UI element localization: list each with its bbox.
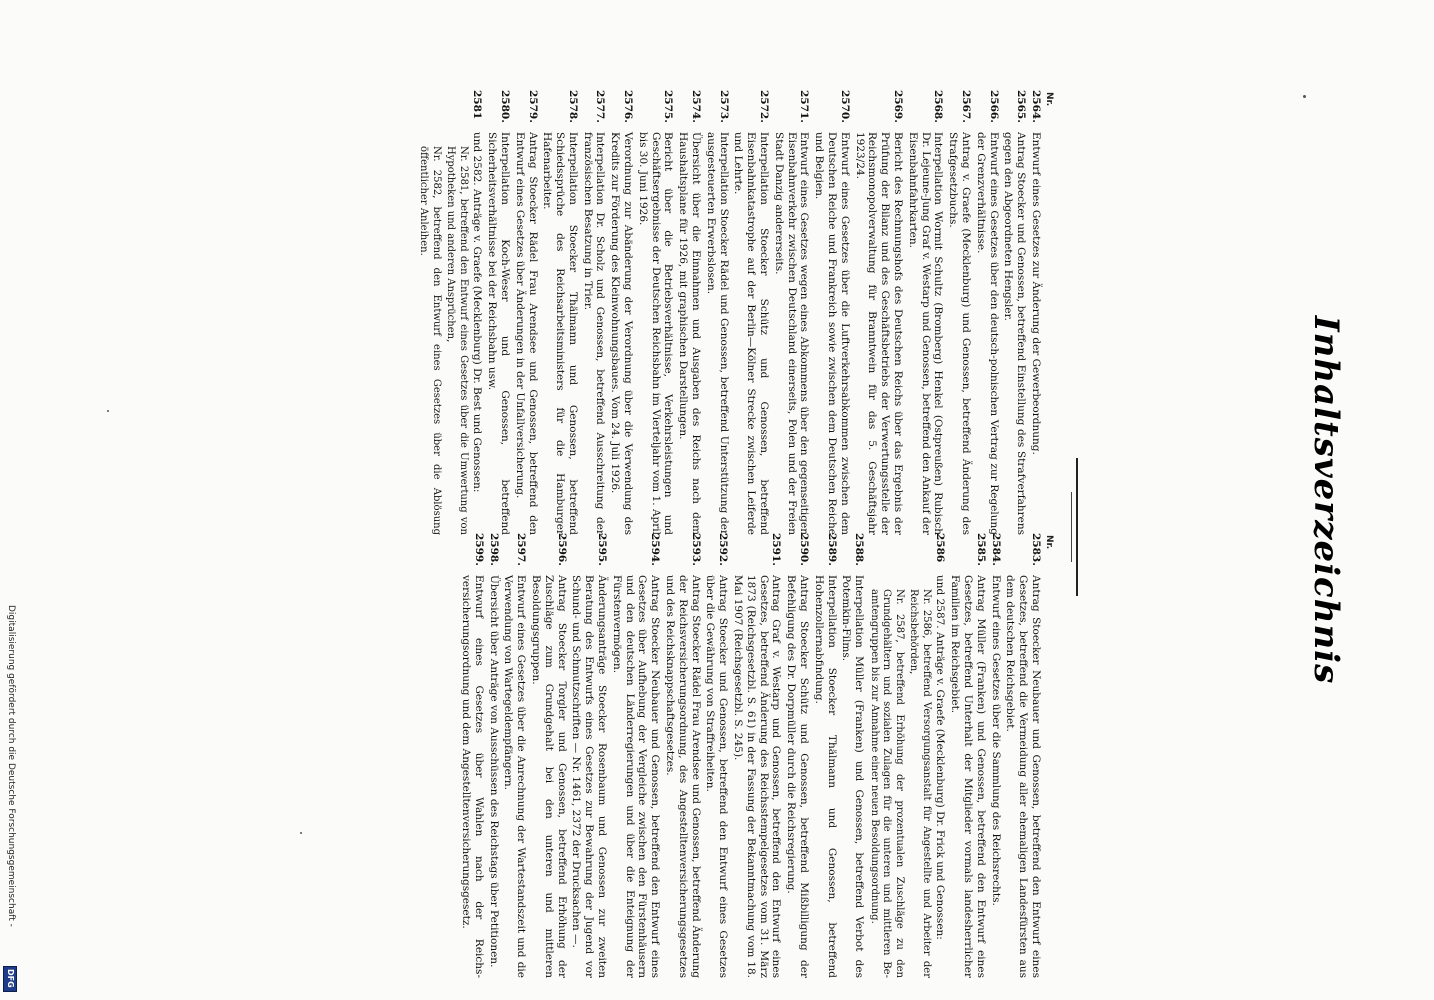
toc-entry-number: 2584. [989,533,1002,566]
toc-entry-text: Nr. 2582, betreffend den Entwurf eines Gesetzes über die Ablösung öffentlicher Anleihen. [418,146,442,535]
column-header-nr: Nr. [1044,92,1054,107]
toc-entry-text: Interpellation Müller (Franken) und Genossen, betreffend Verbot des Potemkin-Films. [840,575,866,978]
toc-entry [1029,90,1042,535]
toc-entry-number: 2589. [825,533,838,566]
toc-entry [704,90,730,535]
toc-entry [676,90,702,535]
toc-entry [784,533,810,978]
toc-entry-number: 2599. [472,533,485,566]
toc-entry [772,90,810,535]
toc-entry-text: Entwurf eines Gesetzes wegen eines Abkommens über den gegenseitigen Eisenbahnverkehr zwischen Deutschland einerseits, Polen und der Freien Stadt Danzig andererseits. [772,132,811,535]
toc-entry-number: 2570. [838,90,851,123]
toc-entry-number: 2581 [471,90,484,120]
toc-entry-text: Antrag Stoecker Neubauer und Genossen, betreffend den Entwurf eines Gesetzes über Aufhebung der Vergleiche zwischen den Fürstenhäusern und den deutschen Länderregierungen und über die Enteignung der Fürstenvermögen. [610,575,662,978]
title-rule [1076,458,1078,596]
toc-entry-text: Nr. 2581, betreffend den Entwurf eines Gesetzes über die Umwertung von Hypotheken und anderen Ansprüchen, [445,146,469,535]
dfg-logo-text: DFG [6,969,15,988]
toc-entry [840,533,866,978]
toc-entry-number: 2592. [717,533,730,566]
toc-entry-text: Nr. 2587, betreffend Erhöhung der prozentualen Zuschläge zu den Grundgehältern und sozialen Zulagen für die unteren und mittleren Beamtengruppen bis zur Annahme einer neuen Besoldungsordnung. [868,589,905,978]
toc-entry-number: 2577. [594,90,607,123]
toc-entry [610,533,661,978]
toc-entry-text: Antrag Stoecker Schütz und Genossen, betreffend Mißbilligung der Befehligung des Dr. Dorpmüller durch die Reichsregierung. [785,575,810,978]
toc-entry [636,90,674,535]
page-title: Inhaltsverzeichnis [1306,315,1346,685]
toc-entry [946,90,972,535]
toc-entry-number: 2591. [770,533,783,566]
toc-entry-number: 2569. [892,90,905,123]
toc-entry [471,90,484,535]
toc-entry [417,90,442,535]
toc-entry [853,90,904,535]
toc-entry-number: 2597. [515,533,528,566]
toc-entry-text: Übersicht über die Einnahmen und Ausgaben des Reichs nach dem Haushaltsplane für 1926, mit graphischen Darstellungen. [677,132,703,535]
toc-entry-number: 2588. [853,533,866,566]
toc-entry-text: Nr. 2586, betreffend Versorgungsanstalt für Angestellte und Arbeiter der Reichsbehörden, [908,589,932,978]
dfg-logo [3,966,17,992]
toc-column-left [415,90,1054,535]
toc-entry-text: Antrag Stoecker und Genossen, betreffend den Entwurf eines Gesetzes über die Gewährung von Straffreiheiten. [704,575,730,978]
toc-entry [974,90,1000,535]
toc-entry-text: Interpellation Stoecker Schütz und Genossen, betreffend Eisenbahnkatastrophe auf der Berlin—Kölner Strecke zwischen Leiferde und Lehrte. [732,132,771,535]
toc-entry [812,533,838,978]
toc-entry-number: 2574. [690,90,703,123]
toc-entry-number: 2564. [1030,90,1042,123]
toc-entry-number: 2585. [974,533,987,566]
toc-entry-number: 2595. [595,533,608,566]
toc-entry-text: Interpellation Koch-Weser und Genossen, betreffend Sicherheitsverhältnisse bei der Reichsbahn usw. [486,132,511,535]
toc-entry-text: Entwurf eines Gesetzes über die Luftverkehrsabkommen zwischen dem Deutschen Reiche und Frankreich sowie zwischen dem Deutschen Reiche und Belgien. [813,132,851,535]
toc-entry [934,533,947,978]
toc-entry-text: Interpellation Stoecker Thälmann und Genossen, betreffend Schiedssprüche des Reichsarbeitsministers für die Hamburger Hafenarbeiter. [541,132,579,535]
toc-entry-text: Bericht des Rechnungshofs des Deutschen Reichs über das Ergebnis der Prüfung der Bilanz und des Geschäftsbetriebs der Verwertungsstelle der Reichsmonopolverwaltung für Branntwein für das 5. Geschäftsjahr 1923/24. [853,132,905,535]
toc-entry-text: Antrag Stoecker Torgler und Genossen, betreffend Erhöhung der Zuschläge zum Grundgehalt bei den unteren und mittleren Besoldungsgruppen. [530,575,568,978]
toc-entry-number: 2571. [798,90,811,123]
column-header-nr: Nr. [1044,535,1054,550]
toc-entry-number: 2598. [487,533,500,566]
toc-entry-number: 2572. [758,90,771,123]
toc-entry [948,533,986,978]
toc-entry-text: Entwurf eines Gesetzes über die Anrechnung der Wartestandszeit und die Verwendung von Wartegeldempfängern. [502,575,528,978]
toc-entry-number: 2586 [934,533,947,563]
toc-entry-text: Änderungsanträge Stoecker Rosenbaum und Genossen zur zweiten Beratung des Entwurfs eines Gesetzes zur Bewahrung der Jugend vor Schund- und Schmutzschriften — Nr. 1461, 2372 der Drucksachen —. [570,575,608,978]
toc-entry-text: Entwurf eines Gesetzes über die Sammlung des Reichsrechts. [989,575,1002,906]
toc-entry-text: Antrag Graf v. Westarp und Genossen, betreffend den Entwurf eines Gesetzes, betreffend Änderung des Reichsstempelgesetzes vom 31. März 1873 (Reichsgesetzbl. S. 61) in der Fassung der Bekanntmachung vom 18. Mai 1907 (Reichsgesetzbl. S. 245). [731,575,783,978]
title-rule-short [1071,492,1072,562]
toc-entry [906,90,944,535]
toc-entry-text: Interpellation Wormit Schultz (Bromberg) Henkel (Ostpreußen) Rubisch Dr. Lejeune-Jung Graf v. Westarp und Genossen, betreffend den Ankauf der Eisenbahnfahrkarten. [906,132,945,535]
toc-entry [663,533,701,978]
toc-entry [485,90,511,535]
funding-note-text: Digitalisierung gefördert durch die Deutsche Forschungsgemeinschaft - [6,605,16,927]
toc-entry-text: und 2587. Anträge v. Graefe (Mecklenburg) Dr. Frick und Genossen: [934,575,947,940]
toc-entry-text: Interpellation Dr. Scholz und Genossen, betreffend Ausschreitung der französischen Besatzung in Trier. [581,132,607,535]
toc-entry-number: 2567. [960,90,973,123]
toc-entry [459,533,485,978]
toc-entry-text: Verordnung zur Abänderung der Verordnung über die Verwendung des Kredits zur Förderung des Kleinwohnungsbaues. Vom 24. Juli 1926. [609,132,635,535]
toc-entry [731,533,782,978]
scan-speck [1303,95,1306,98]
toc-entry [812,90,850,535]
toc-entry [487,533,500,978]
toc-entry [541,90,579,535]
toc-entry-text: Antrag Stoecker und Genossen, betreffend Einstellung des Strafverfahrens gegen den Abgeordneten Hengsler. [1002,132,1028,535]
toc-entry-number: 2594. [649,533,662,566]
toc-entry-number: 2580. [498,90,511,123]
toc-entry-text: Antrag Stoecker Rädel Frau Arendsee und Genossen, betreffend Änderung der Reichsversicherungsordnung, des Angestelltenversicherungsgesetzes und des Reichsknappschaftsgesetzes. [663,575,702,978]
funding-note [2,605,16,990]
toc-entry [989,533,1002,978]
toc-column-right [457,533,1054,978]
toc-entry-text: Interpellation Stoecker Thälmann und Genossen, betreffend Hohenzollernabfindung. [812,575,838,978]
toc-entry-number: 2576. [622,90,635,123]
toc-entry-number: 2593. [689,533,702,566]
toc-entry [867,533,905,978]
toc-entry-number: 2573. [717,90,730,123]
toc-entry-text: Antrag Stoecker Neubauer und Genossen, betreffend den Entwurf eines Gesetzes, betreffend die Vermeidung aller ehemaligen Landesfürsten aus dem deutschen Reichsgebiet. [1004,575,1042,978]
toc-entry-number: 2579. [526,90,539,123]
toc-entry-number: 2578. [566,90,579,123]
toc-entry-number: 2568. [932,90,945,123]
toc-entry-text: Bericht über die Betriebsverhältnisse, Verkehrsleistungen und Geschäftsergebnisse der Deutschen Reichsbahn im Vierteljahr vom 1. April bis 30. Juni 1926. [636,132,675,535]
toc-entry-text: Interpellation Stoecker Rädel und Genossen, betreffend Unterstützung der ausgesteuerten Erwerbslosen. [704,132,730,535]
toc-entry [1002,90,1028,535]
toc-entry [513,90,539,535]
toc-entry [570,533,608,978]
toc-entry-text: Übersicht über Anträge von Ausschüssen des Reichstags über Petitionen. [487,575,500,968]
toc-entry-number: 2565. [1015,90,1028,123]
toc-entry [609,90,635,535]
toc-entry [502,533,528,978]
toc-entry [732,90,770,535]
toc-entry-number: 2583. [1030,533,1042,566]
toc-entry [704,533,730,978]
toc-entry-text: Entwurf eines Gesetzes zur Änderung der Gewerbeordnung. [1030,132,1042,455]
toc-entry-text: und 2582. Anträge v. Graefe (Mecklenburg) Dr. Best und Genossen: [471,132,484,493]
toc-entry-number: 2575. [662,90,675,123]
toc-entry-number: 2596. [555,533,568,566]
toc-entry [1004,533,1042,978]
toc-entry [529,533,567,978]
toc-entry-number: 2566. [987,90,1000,123]
toc-entry-number: 2590. [797,533,810,566]
toc-entry-text: Antrag Stoecker Rädel Frau Arendsee und Genossen, betreffend den Entwurf eines Gesetzes über Änderungen in der Unfallversicherung. [513,132,539,535]
toc-entry [907,533,932,978]
toc-entry-text: Entwurf eines Gesetzes über Wahlen nach der Reichsversicherungsordnung und dem Angestelltenversicherungsgesetz. [460,575,485,978]
scan-speck [107,410,109,412]
scan-speck [300,832,302,834]
toc-entry-text: Antrag v. Graefe (Mecklenburg) und Genossen, betreffend Änderung des Strafgesetzbuchs. [947,132,973,535]
toc-entry [581,90,607,535]
toc-entry-text: Antrag Müller (Franken) und Genossen, betreffend den Entwurf eines Gesetzes, betreffend Unterhalt der Mitglieder vormals landesherrlicher Familien im Reichsgebiet. [949,575,987,978]
toc-entry-text: Entwurf eines Gesetzes über den deutsch-polnischen Vertrag zur Regelung der Grenzverhältnisse. [974,132,1000,535]
toc-entry [444,90,469,535]
